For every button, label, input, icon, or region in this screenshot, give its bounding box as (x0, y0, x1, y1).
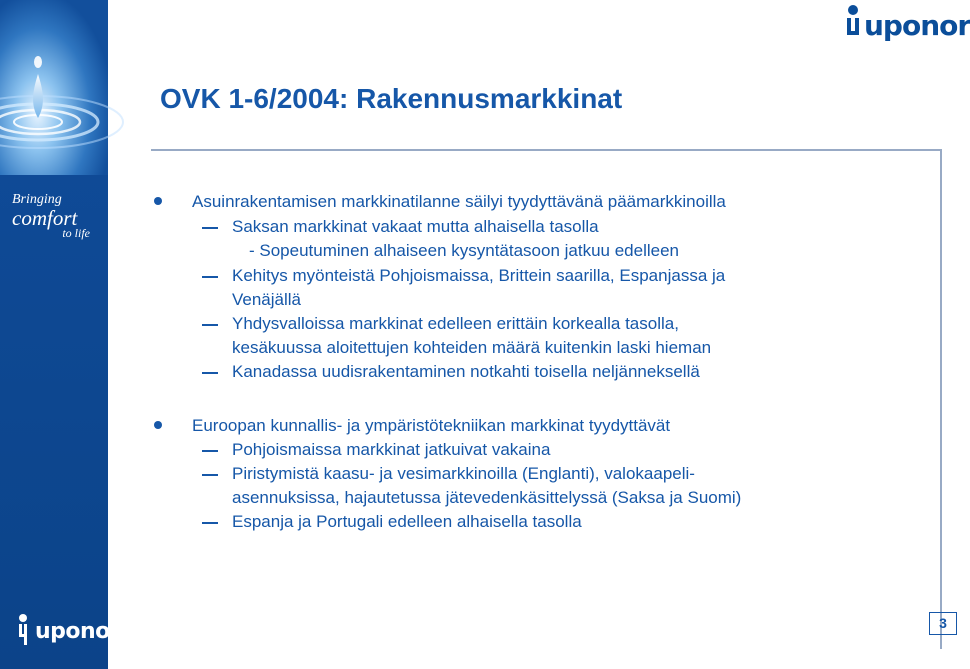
sub-bullet-line: Kehitys myönteistä Pohjoismaissa, Brittein saarilla, Espanjassa ja (232, 266, 726, 285)
uponor-drop-icon (844, 4, 862, 44)
dash-icon (202, 474, 218, 476)
page-number: 3 (929, 612, 957, 635)
dash-icon (202, 450, 218, 452)
slogan-line-1: Bringing (12, 192, 62, 207)
sub-bullet-line: Saksan markkinat vakaat mutta alhaisella tasolla (232, 217, 599, 236)
continuation-line: asennuksissa, hajautetussa jätevedenkäsittelyssä (Saksa ja Suomi) (232, 488, 742, 507)
sub-bullet-line: Pohjoismaissa markkinat jatkuivat vakaina (232, 440, 551, 459)
uponor-logo-text-top: uponor (864, 9, 970, 42)
slogan-line-2: comfort (12, 206, 78, 230)
continuation-line: Venäjällä (232, 290, 302, 309)
bullet-icon (154, 197, 162, 205)
slide-title: OVK 1-6/2004: Rakennusmarkkinat (160, 83, 623, 114)
dash-icon (202, 372, 218, 374)
slogan-line-3: to life (62, 226, 90, 240)
uponor-logo-bottom (14, 613, 121, 647)
dash-icon (202, 522, 218, 524)
uponor-logo-top (844, 4, 970, 44)
bullet-line: Euroopan kunnallis- ja ympäristötekniikan markkinat tyydyttävät (192, 416, 671, 435)
sub-bullet-line: Espanja ja Portugali edelleen alhaisella tasolla (232, 512, 582, 531)
uponor-drop-icon (14, 613, 32, 647)
bullet-line: Asuinrakentamisen markkinatilanne säilyi tyydyttävänä päämarkkinoilla (192, 192, 726, 211)
sub-sub-line: - Sopeutuminen alhaiseen kysyntätasoon jatkuu edelleen (249, 241, 680, 260)
dash-icon (202, 276, 218, 278)
dash-icon (202, 227, 218, 229)
dash-icon (202, 324, 218, 326)
water-splash-image (0, 0, 108, 175)
sub-bullet-line: Kanadassa uudisrakentaminen notkahti toisella neljänneksellä (232, 362, 700, 381)
sidebar (0, 0, 121, 669)
sub-bullet-line: Piristymistä kaasu- ja vesimarkkinoilla (Englanti), valokaapeli- (232, 464, 695, 483)
sub-bullet-line: Yhdysvalloissa markkinat edelleen erittäin korkealla tasolla, (232, 314, 679, 333)
uponor-logo-text-bottom: uponor (35, 619, 121, 644)
bullet-icon (154, 421, 162, 429)
slogan (12, 193, 104, 239)
continuation-line: kesäkuussa aloitettujen kohteiden määrä kuitenkin laski hieman (232, 338, 712, 357)
